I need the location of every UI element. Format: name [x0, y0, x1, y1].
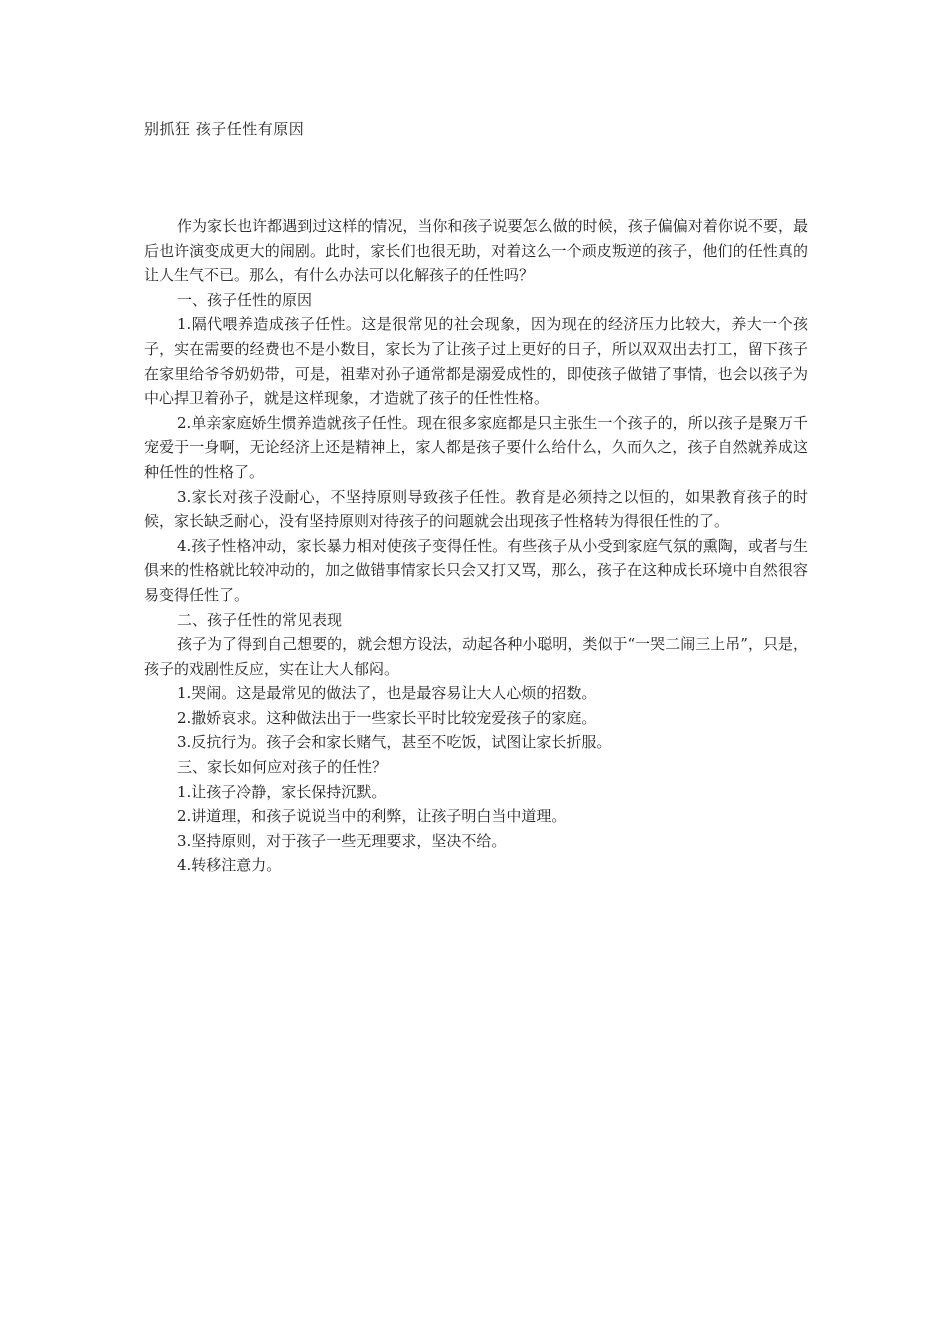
document-title: 别抓狂 孩子任性有原因	[144, 120, 305, 138]
cause-paragraph-4: 4.孩子性格冲动，家长暴力相对使孩子变得任性。有些孩子从小受到家庭气氛的熏陶，或者与生俱来的性格就比较冲动的，加之做错事情家长只会又打又骂，那么，孩子在这种成长环境中自然很容易变得任性了。	[144, 536, 808, 604]
section-heading-causes: 一、孩子任性的原因	[177, 290, 313, 309]
response-item-1: 1.让孩子冷静，家长保持沉默。	[177, 782, 387, 801]
response-item-2: 2.讲道理，和孩子说说当中的利弊，让孩子明白当中道理。	[177, 807, 567, 826]
section-heading-symptoms: 二、孩子任性的常见表现	[177, 610, 343, 629]
cause-paragraph-2: 2.单亲家庭娇生惯养造就孩子任性。现在很多家庭都是只主张生一个孩子的，所以孩子是聚万千宠爱于一身啊，无论经济上还是精神上，家人都是孩子要什么给什么，久而久之，孩子自然就养成这种任性的性格了。	[144, 413, 808, 481]
symptoms-intro-paragraph: 孩子为了得到自己想要的，就会想方设法，动起各种小聪明，类似于“一哭二闹三上吊”，只是，孩子的戏剧性反应，实在让大人郁闷。	[144, 635, 808, 678]
cause-paragraph-1: 1.隔代喂养造成孩子任性。这是很常见的社会现象，因为现在的经济压力比较大，养大一个孩子，实在需要的经费也不是小数目，家长为了让孩子过上更好的日子，所以双双出去打工，留下孩子在家里给爷爷奶奶带，可是，祖辈对孙子通常都是溺爱成性的，即使孩子做错了事情，也会以孩子为中心捍卫着孙子，就是这样现象，才造就了孩子的任性性格。	[144, 315, 808, 408]
section-heading-responses: 三、家长如何应对孩子的任性？	[177, 758, 388, 777]
cause-paragraph-3: 3.家长对孩子没耐心，不坚持原则导致孩子任性。教育是必须持之以恒的，如果教育孩子的时候，家长缺乏耐心，没有坚持原则对待孩子的问题就会出现孩子性格转为得很任性的了。	[144, 487, 808, 531]
response-item-4: 4.转移注意力。	[177, 856, 282, 875]
symptom-item-2: 2.撒娇哀求。这种做法出于一些家长平时比较宠爱孩子的家庭。	[177, 708, 597, 727]
document-body	[144, 214, 808, 878]
symptom-item-3: 3.反抗行为。孩子会和家长赌气，甚至不吃饭，试图让家长折服。	[177, 733, 612, 752]
response-item-3: 3.坚持原则，对于孩子一些无理要求，坚决不给。	[177, 831, 507, 850]
intro-paragraph: 作为家长也许都遇到过这样的情况，当你和孩子说要怎么做的时候，孩子偏偏对着你说不要，最后也许演变成更大的闹剧。此时，家长们也很无助，对着这么一个顽皮叛逆的孩子，他们的任性真的让人生气不已。那么，有什么办法可以化解孩子的任性吗？	[144, 217, 808, 285]
symptom-item-1: 1.哭闹。这是最常见的做法了，也是最容易让大人心烦的招数。	[177, 684, 597, 703]
